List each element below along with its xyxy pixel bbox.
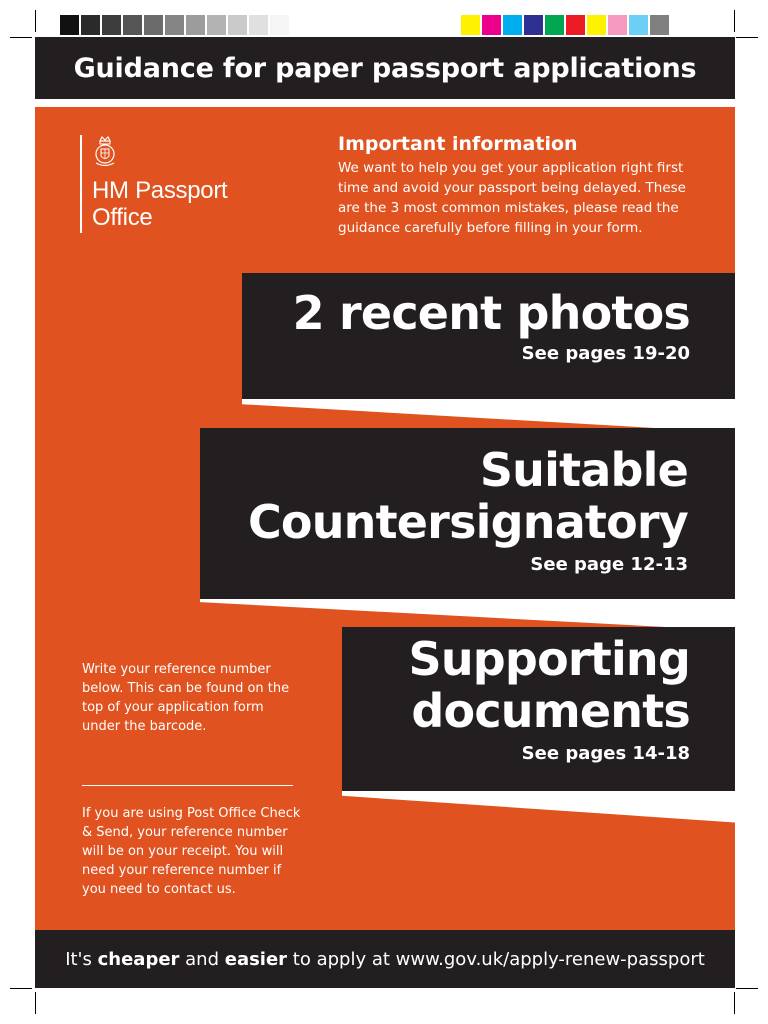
page-title: Guidance for paper passport applications <box>73 52 697 84</box>
calibration-swatch <box>80 14 101 36</box>
calibration-swatch <box>460 14 481 36</box>
mistake-pages: See pages 14-18 <box>521 743 690 764</box>
footer-prefix: It's <box>65 948 98 970</box>
header-band <box>35 37 735 99</box>
mistake-title: Suitable <box>479 443 688 497</box>
logo-rule <box>80 135 82 233</box>
calibration-swatch <box>523 14 544 36</box>
calibration-swatch <box>248 14 269 36</box>
footer-suffix: to apply at www.gov.uk/apply-renew-passport <box>287 948 705 970</box>
important-body: We want to help you get your application right first time and avoid your passport being delayed. These are the 3 most common mistakes, please read the guidance carefully before filling in your form. <box>338 160 686 236</box>
calibration-swatch <box>607 14 628 36</box>
calibration-swatch <box>101 14 122 36</box>
crop-mark <box>736 988 758 989</box>
important-info <box>338 133 698 238</box>
reference-number-line <box>82 785 293 786</box>
mistake-pages: See page 12-13 <box>530 554 688 575</box>
mistake-title: documents <box>411 684 690 738</box>
important-heading: Important information <box>338 133 578 155</box>
mistake-countersignatory <box>200 428 735 599</box>
white-stripe <box>200 597 735 631</box>
crop-mark <box>35 992 36 1014</box>
mistake-pages: See pages 19-20 <box>521 343 690 364</box>
crop-mark <box>734 10 735 32</box>
reference-instruction: Write your reference number below. This can be found on the top of your application form under the barcode. <box>82 662 290 734</box>
calibration-swatch <box>481 14 502 36</box>
main-panel <box>35 107 735 930</box>
crop-mark <box>10 988 32 989</box>
calibration-swatch <box>269 14 290 36</box>
calibration-swatch <box>185 14 206 36</box>
mistake-photos <box>242 273 735 399</box>
footer-band <box>35 930 735 988</box>
calibration-swatch <box>544 14 565 36</box>
mistake-title: 2 recent photos <box>292 286 690 340</box>
footer-emphasis-easier: easier <box>224 948 288 970</box>
logo-line-2: Office <box>92 204 153 231</box>
calibration-swatch <box>649 14 670 36</box>
mistake-title: Countersignatory <box>247 495 688 549</box>
calibration-swatch <box>164 14 185 36</box>
calibration-swatch <box>59 14 80 36</box>
white-stripe <box>342 789 735 823</box>
footer-emphasis-cheaper: cheaper <box>97 948 180 970</box>
logo-text <box>92 177 292 231</box>
calibration-swatch <box>586 14 607 36</box>
crop-mark <box>736 37 758 38</box>
footer-text <box>65 949 705 970</box>
mistake-documents <box>342 627 735 791</box>
colour-calibration-bar <box>460 14 670 36</box>
check-send-note: If you are using Post Office Check & Send, your reference number will be on your receipt. You will need your reference number if you need to contact us. <box>82 806 301 897</box>
calibration-swatch <box>227 14 248 36</box>
calibration-swatch <box>206 14 227 36</box>
crop-mark <box>734 992 735 1014</box>
calibration-swatch <box>502 14 523 36</box>
calibration-swatch <box>628 14 649 36</box>
mistake-title: Supporting <box>408 632 690 686</box>
grey-calibration-bar <box>59 14 290 36</box>
calibration-swatch <box>143 14 164 36</box>
calibration-swatch <box>565 14 586 36</box>
calibration-swatch <box>122 14 143 36</box>
royal-crest-icon <box>92 135 118 169</box>
crop-mark <box>35 10 36 32</box>
logo-line-1: HM Passport <box>92 177 228 204</box>
footer-middle: and <box>179 948 225 970</box>
crop-mark <box>10 37 32 38</box>
